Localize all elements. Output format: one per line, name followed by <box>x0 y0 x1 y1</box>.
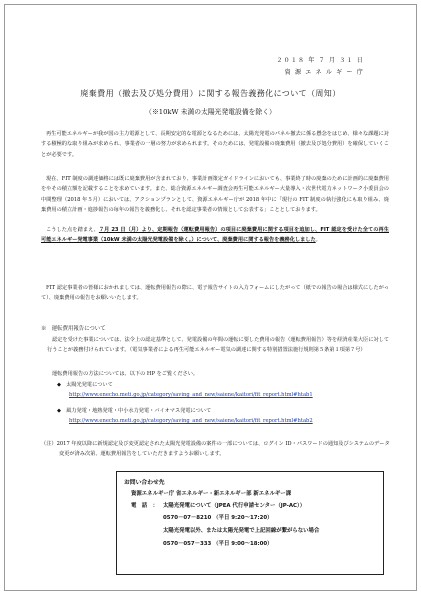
document-title: 廃棄費用（撤去及び処分費用）に関する報告義務化について（周知） <box>80 89 341 98</box>
footnote: （注）2017 年度以降に新規認定及び変更認定された太陽光発電設備の案件の一部については、ログイン ID・パスワードの通知及びシステムのデータ変更が済み次第、運転費用報告をしていただきますようお願いします。 <box>41 441 390 458</box>
document-subtitle: （※10kW 未満の太陽光発電設備を除く） <box>145 108 276 116</box>
section-heading: ※ 運転費用報告について <box>41 326 106 332</box>
contact-other-center: 太陽光発電以外、または太陽光発電で上記回線が繋がらない場合 <box>163 528 320 534</box>
contact-department: 資源エネルギー庁 省エネルギー・新エネルギー部 新エネルギー課 <box>131 491 292 497</box>
contact-solar-center: 太陽光発電について（JPEA 代行申請センター（JP-AC）） <box>163 503 306 509</box>
link-solar-report[interactable]: http://www.enecho.meti.go.jp/category/saving_and_new/saiene/kaitori/fit_report.html#htab1 <box>69 392 313 398</box>
bullet-solar: ◆ 太陽光発電について <box>57 382 113 388</box>
document-page <box>4 4 417 591</box>
paragraph-announcement <box>41 225 389 246</box>
contact-heading: お問い合わせ先 <box>124 480 165 486</box>
contact-tel-label: 電 話 ： <box>131 503 158 509</box>
announcement-lead: こうした点を踏まえ、 <box>46 227 99 233</box>
bullet-other-renewables: ◆ 風力発電・地熱発電・中小水力発電・バイオマス発電について <box>57 408 212 414</box>
contact-box <box>116 471 384 575</box>
link-other-report[interactable]: http://www.enecho.meti.go.jp/category/saving_and_new/saiene/kaitori/fit_report.html#htab2 <box>69 418 313 424</box>
section-paragraph-method: 運転費用報告の方法については、以下の HP をご覧ください。 <box>52 371 199 377</box>
section-paragraph-legal: 認定を受けた事業については、法令上の認定基準として、発電設備の年間の運転に要した費用の報告（運転費用報告）等を経済産業大臣に対して行うことが義務付けられています。（電気事業者による再生可能エネルギー電気の調達に関する特別措置法施行規則第５条第１項第７号） <box>47 337 389 354</box>
contact-solar-phone: 0570－07－8210 （平日 9:20～17:20） <box>163 515 273 521</box>
document-content <box>5 5 416 590</box>
issue-date: ２０１８ 年 ７ 月 ３１ 日 <box>276 57 364 64</box>
issuing-organization: 資 源 エ ネ ル ギ ー 庁 <box>284 69 364 76</box>
paragraph-background: 現在、FIT 制度の調達価格には既に廃棄費用が含まれており、事業計画策定ガイドラインにおいても、事業終了時の廃棄のために計画的に廃棄費用をやその積立額を記載することを求めています。また、総合資源エネルギー調査会再生可能エネルギー大量導入・次世代電力ネットワーク小委員会の中間整理（2018 年５月）においては、アクションプランとして、資源エネルギー庁が 2018 年中に「現行の FIT 制度の執行強化にも取り組み、廃棄費用の積立計画・進捗報告の毎年の報告を義務化し、それを認定事業者の情報として公表する」こととしております。 <box>41 176 389 214</box>
paragraph-request: FIT 認定事業者の皆様におかれましては、運転費用報告の際に、電子報告サイトの入力フォームにしたがって（紙での報告の場合は様式にしたがって）、廃棄費用の報告をお願いいたします。 <box>41 285 389 302</box>
announcement-emphasis: ７月 23 日（月）より、定期報告（運転費用報告）の項目に廃棄費用に関する項目を追加し、FIT 認定を受けた全ての再生可能エネルギー発電事業（10kW 未満の太陽光発電設備を除く。）について、廃棄費用に関する報告を義務化しました <box>41 227 389 244</box>
announcement-end: 。 <box>315 237 321 244</box>
contact-other-phone: 0570－057－333 （平日 9:00～18:00） <box>163 541 273 547</box>
paragraph-intro: 再生可能エネルギーが我が国の主力電源として、長期安定的な電源となるためには、太陽光発電のパネル撤去に係る懸念をはじめ、様々な課題に対する積極的な取り組みが求められ、事業者の一層の努力が求められます。そのためには、発電設備の廃棄費用（撤去及び処分費用）を確保していくことが必要です。 <box>41 131 389 158</box>
